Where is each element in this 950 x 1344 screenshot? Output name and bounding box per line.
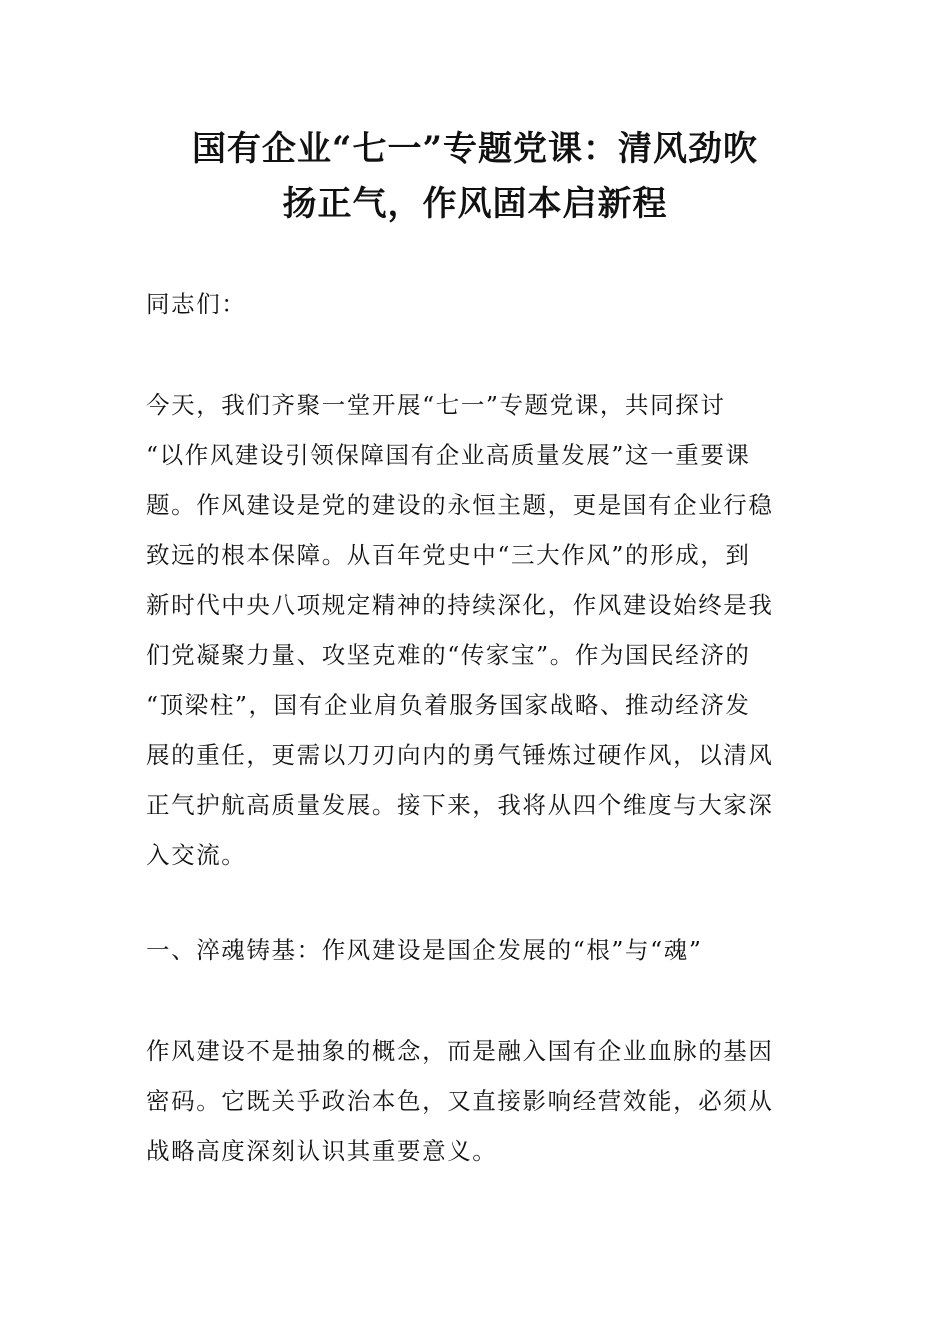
text-line: 战略高度深刻认识其重要意义。 — [146, 1137, 498, 1165]
text-line: 展的重任，更需以刀刃向内的勇气锤炼过硬作风，以清风 — [146, 741, 774, 769]
text-line: 入交流。 — [146, 841, 247, 869]
text-line: 新时代中央八项规定精神的持续深化，作风建设始终是我 — [146, 591, 774, 619]
greeting — [146, 279, 811, 329]
text-line: “顶梁柱”，国有企业肩负着服务国家战略、推动经济发 — [146, 691, 751, 719]
text-line: 作风建设不是抽象的概念，而是融入国有企业血脉的基因 — [146, 1037, 774, 1065]
text-line: 今天，我们齐聚一堂开展“七一”专题党课，共同探讨 — [146, 391, 726, 419]
title-line: 国有企业“七一”专题党课：清风劲吹 — [191, 129, 759, 169]
text-line: 们党凝聚力量、攻坚克难的“传家宝”。作为国民经济的 — [146, 641, 751, 669]
greeting-text: 同志们： — [146, 290, 247, 318]
text-line: “以作风建设引领保障国有企业高质量发展”这一重要课 — [146, 441, 751, 469]
text-line: 致远的根本保障。从百年党史中“三大作风”的形成，到 — [146, 541, 751, 569]
title-line: 扬正气，作风固本启新程 — [282, 184, 668, 224]
text-line: 正气护航高质量发展。接下来，我将从四个维度与大家深 — [146, 791, 774, 819]
section-paragraph — [146, 1026, 811, 1176]
text-line: 密码。它既关乎政治本色，又直接影响经营效能，必须从 — [146, 1087, 774, 1115]
text-line: 题。作风建设是党的建设的永恒主题，更是国有企业行稳 — [146, 491, 774, 519]
section-heading — [146, 925, 811, 975]
section-heading-text: 一、淬魂铸基：作风建设是国企发展的“根”与“魂” — [146, 936, 703, 964]
document-title — [120, 122, 830, 232]
intro-paragraph — [146, 380, 811, 880]
